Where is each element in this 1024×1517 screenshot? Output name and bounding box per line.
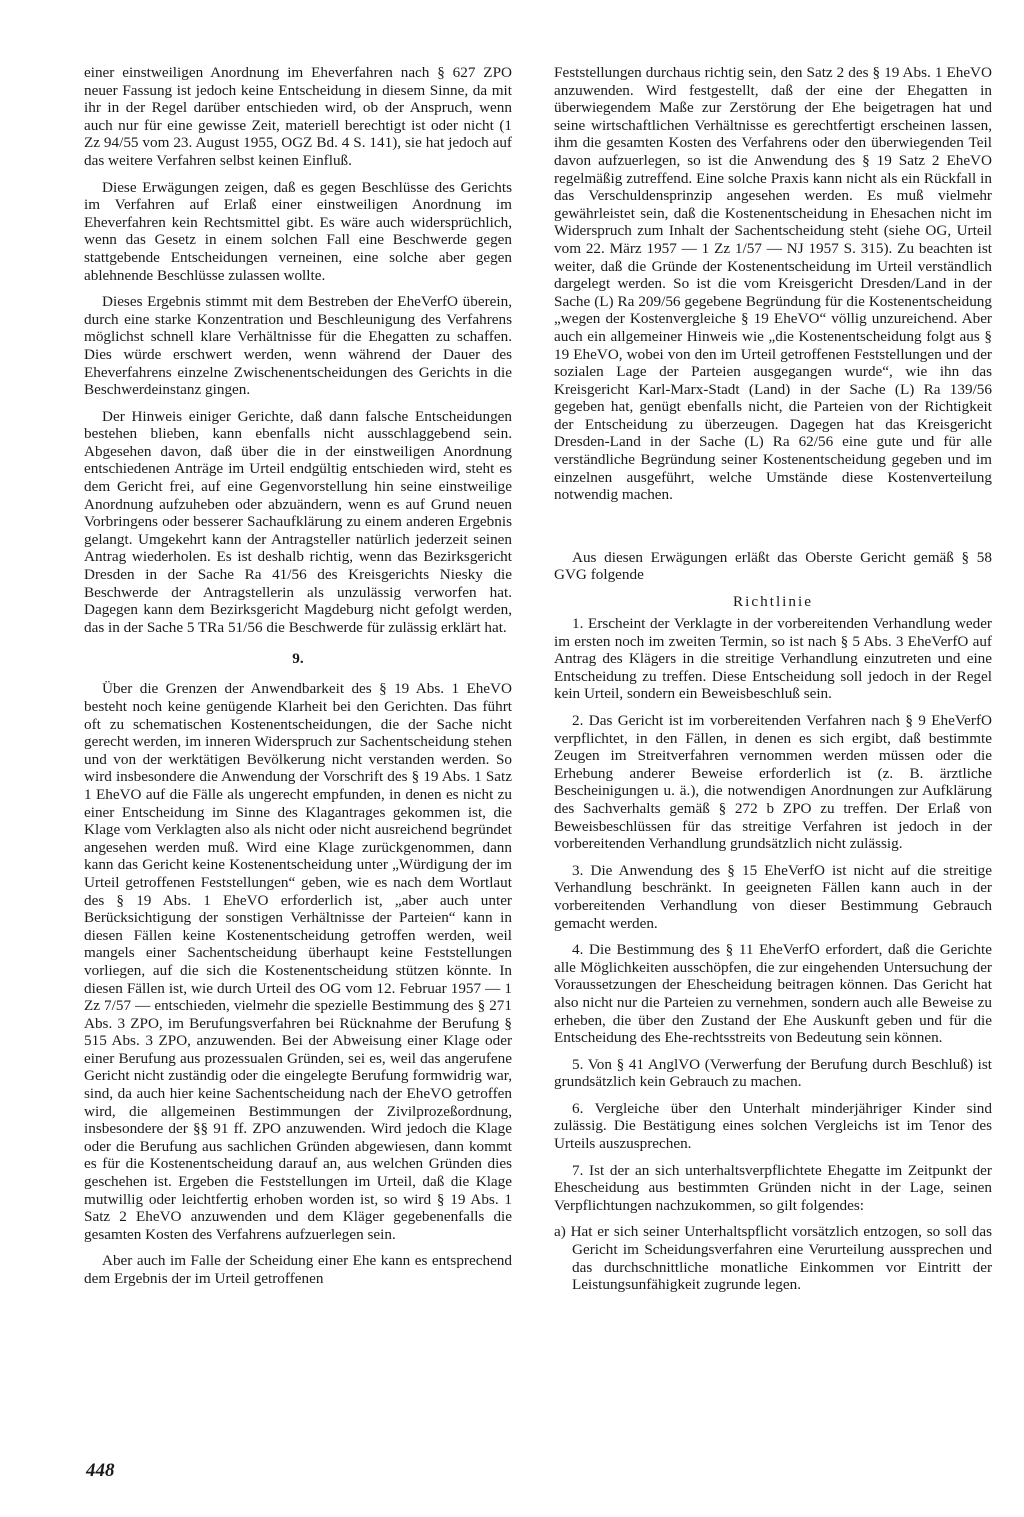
page-number: 448	[86, 1460, 115, 1481]
paragraph: Diese Erwägungen zeigen, daß es gegen Beschlüsse des Gerichts im Verfahren auf Erlaß einer einstweiligen Anordnung im Eheverfahren kein Rechtsmittel gibt. Es wäre auch widersprüchlich, wenn das Gesetz in einem solchen Fall eine Beschwerde gegen stattgebende Entscheidungen verneinen, eine solche aber gegen ablehnende Beschlüsse zulassen wollte.	[84, 178, 512, 284]
directive-item: 1. Erscheint der Verklagte in der vorbereitenden Verhandlung weder im ersten noch im zweiten Termin, so ist nach § 5 Abs. 3 EheVerfO auf Antrag des Klägers in die streitige Verhandlung einzutreten und eine Entscheidung zu treffen. Diese Entscheidung soll jedoch in der Regel kein Urteil, sondern ein Beweisbeschluß sein.	[554, 615, 992, 703]
directive-item: 6. Vergleiche über den Unterhalt minderjähriger Kinder sind zulässig. Die Bestätigung eines solchen Vergleichs ist im Tenor des Urteils auszusprechen.	[554, 1099, 992, 1153]
directive-item: 5. Von § 41 AnglVO (Verwerfung der Berufung durch Beschluß) ist grundsätzlich kein Gebrauch zu machen.	[554, 1055, 992, 1091]
left-column	[84, 64, 512, 1288]
directive-intro: Aus diesen Erwägungen erläßt das Oberste Gericht gemäß § 58 GVG folgende	[554, 548, 992, 584]
section-number: 9.	[292, 650, 304, 668]
directive-sub-item: a) Hat er sich seiner Unterhaltspflicht vorsätzlich entzogen, so soll das Gericht im Scheidungsverfahren eine Verurteilung aussprechen und das durchschnittliche monatliche Einkommen vor Eintritt der Leistungsunfähigkeit zugrunde legen.	[554, 1223, 992, 1294]
paragraph: Dieses Ergebnis stimmt mit dem Bestreben der EheVerfO überein, durch eine starke Konzentration und Beschleunigung des Verfahrens möglichst schnell klare Verhältnisse für die Ehegatten zu schaffen. Dies würde erschwert werden, wenn während der Dauer des Eheverfahrens einzelne Zwischenentscheidungen des Gerichts in die Beschwerdeinstanz gingen.	[84, 293, 512, 399]
paragraph: Über die Grenzen der Anwendbarkeit des § 19 Abs. 1 EheVO besteht noch keine genügende Klarheit bei den Gerichten. Das führt oft zu schematischen Kostenentscheidungen, die der Sache nicht gerecht werden, im inneren Widerspruch zur Sachentscheidung stehen und von der werktätigen Bevölkerung nicht verstanden werden. So wird insbesondere die Anwendung der Vorschrift des § 19 Abs. 1 Satz 1 EheVO auf die Fälle als ungerecht empfunden, in denen es nicht zu einer Entscheidung im Sinne des Klagantrages gekommen ist, die Klage vom Verklagten also als nicht oder nicht ausreichend begründet angesehen werden muß. Wird eine Klage zurückgenommen, dann kann das Gericht keine Kostenentscheidung unter „Würdigung der im Urteil getroffenen Feststellungen“ geben, wie es nach dem Wortlaut des § 19 Abs. 1 EheVO erforderlich ist, „aber auch unter Berücksichtigung der sonstigen Verhältnisse der Parteien“ kann in diesen Fällen keine Kostenentscheidung getroffen werden, weil mangels einer Sachentscheidung überhaupt keine Feststellungen vorliegen, auf die sich die Kostenentscheidung stützen könnte. In diesen Fällen ist, wie durch Urteil des OG vom 12. Februar 1957 — 1 Zz 7/57 — entschieden, vielmehr die spezielle Bestimmung des § 271 Abs. 3 ZPO, im Berufungsverfahren bei Rücknahme der Berufung § 515 Abs. 3 ZPO, anzuwenden. Bei der Abweisung einer Klage oder einer Berufung aus prozessualen Gründen, sei es, weil das angerufene Gericht nicht zuständig oder die eingelegte Berufung formwidrig war, sind, da auch hier keine Sachentscheidung nach der EheVO getroffen wird, die allgemeinen Bestimmungen der Zivilprozeßordnung, insbesondere der §§ 91 ff. ZPO anzuwenden. Wird jedoch die Klage oder die Berufung aus sachlichen Gründen abgewiesen, dann kommt es für die Kostenentscheidung darauf an, aus welchen Gründen dies geschehen ist. Ergeben die Feststellungen im Urteil, daß die Klage mutwillig oder leichtfertig erhoben worden ist, so wird § 19 Abs. 1 Satz 2 EheVO anzuwenden und dem Kläger gegebenenfalls die gesamten Kosten des Verfahrens aufzuerlegen sein.	[84, 680, 512, 1243]
paragraph: Der Hinweis einiger Gerichte, daß dann falsche Entscheidungen bestehen blieben, kann ebenfalls nicht ausschlaggebend sein. Abgesehen davon, daß über die in der einstweiligen Anordnung entschiedenen Anträge im Urteil endgültig entschieden wird, steht es dem Gericht frei, auf eine Gegenvorstellung hin seine einstweilige Anordnung aufzuheben oder abzuändern, wenn es auf Grund neuen Vorbringens oder besserer Sachaufklärung zu einem anderen Ergebnis gelangt. Umgekehrt kann der Antragsteller natürlich jederzeit seinen Antrag wiederholen. Es ist deshalb richtig, wenn das Bezirksgericht Dresden in der Sache Ra 41/56 des Kreisgerichts Niesky die Beschwerde der Antragstellerin als unzulässig verworfen hat. Dagegen kann dem Bezirksgericht Magdeburg nicht gefolgt werden, das in der Sache 5 TRa 51/56 die Beschwerde für zulässig erklärt hat.	[84, 407, 512, 636]
right-column	[554, 64, 992, 1303]
directive-item: 3. Die Anwendung des § 15 EheVerfO ist nicht auf die streitige Verhandlung beschränkt. In geeigneten Fällen kann auch in der vorbereitenden Verhandlung von dieser Bestimmung Gebrauch gemacht werden.	[554, 861, 992, 932]
paragraph-continuation: einer einstweiligen Anordnung im Eheverfahren nach § 627 ZPO neuer Fassung ist jedoch keine Entscheidung in diesem Sinne, da mit ihr in der Regel darüber entschieden wird, ob der Anspruch, wenn auch nur für eine gewisse Zeit, materiell berechtigt ist oder nicht (1 Zz 94/55 vom 23. August 1955, OGZ Bd. 4 S. 141), sie hat jedoch auf das weitere Verfahren selbst keinen Einfluß.	[84, 64, 512, 169]
paragraph-continuation: Feststellungen durchaus richtig sein, den Satz 2 des § 19 Abs. 1 EheVO anzuwenden. Wird festgestellt, daß der eine der Ehegatten in überwiegendem Maße zur Zerstörung der Ehe beigetragen hat und seine wirtschaftlichen Verhältnisse es gerechtfertigt erscheinen lassen, ihm die gesamten Kosten des Verfahrens oder den überwiegenden Teil davon aufzuerlegen, so ist die Anwendung des § 19 Satz 2 EheVO regelmäßig zutreffend. Eine solche Praxis kann nicht als ein Rückfall in das Verschuldensprinzip angesehen werden. Es muß vielmehr gewährleistet sein, daß die Kostenentscheidung in Ehesachen nicht im Widerspruch zum Inhalt der Sachentscheidung steht (siehe OG, Urteil vom 22. März 1957 — 1 Zz 1/57 — NJ 1957 S. 315). Zu beachten ist weiter, daß die Gründe der Kostenentscheidung im Urteil verständlich dargelegt werden. So ist die vom Kreisgericht Dresden/Land in der Sache (L) Ra 209/56 gegebene Begründung für die Kostenentscheidung „wegen der Kostenvergleiche § 19 EheVO“ völlig unzureichend. Aber auch ein allgemeiner Hinweis wie „die Kostenentscheidung folgt aus § 19 EheVO, wobei von den im Urteil getroffenen Feststellungen und der sozialen Lage der Parteien ausgegangen wurde“, wie ihn das Kreisgericht Karl-Marx-Stadt (Land) in der Sache (L) Ra 139/56 gegeben hat, genügt ebenfalls nicht, die Parteien von der Richtigkeit der Entscheidung zu überzeugen. Dagegen hat das Kreisgericht Dresden-Land in der Sache (L) Ra 62/56 eine gute und für alle verständliche Begründung seiner Kostenentscheidung gegeben und im einzelnen ausgeführt, welche Umstände diese Kostenverteilung notwendig machen.	[554, 64, 992, 504]
paragraph: Aber auch im Falle der Scheidung einer Ehe kann es entsprechend dem Ergebnis der im Urteil getroffenen	[84, 1252, 512, 1287]
directive-item: 2. Das Gericht ist im vorbereitenden Verfahren nach § 9 EheVerfO verpflichtet, in den Fällen, in denen es sich ergibt, daß bestimmte Zeugen im Streitverfahren vernommen werden müssen oder die Erhebung anderer Beweise erforderlich ist (z. B. ärztliche Bescheinigungen u. ä.), die notwendigen Anordnungen zur Aufklärung des Sachverhalts gemäß § 272 b ZPO zu treffen. Der Erlaß von Beweisbeschlüssen für das streitige Verfahren ist jedoch in der vorbereitenden Verhandlung grundsätzlich nicht zulässig.	[554, 712, 992, 853]
directive-item: 4. Die Bestimmung des § 11 EheVerfO erfordert, daß die Gerichte alle Möglichkeiten ausschöpfen, die zur eingehenden Untersuchung der Voraussetzungen der Ehescheidung beitragen können. Das Gericht hat also nicht nur die Parteien zu vernehmen, sondern auch alle Beweise zu erheben, die über den Zustand der Ehe Auskunft geben und für die Entscheidung des Ehe-rechtsstreits von Bedeutung sein können.	[554, 941, 992, 1047]
directive-item: 7. Ist der an sich unterhaltsverpflichtete Ehegatte im Zeitpunkt der Ehescheidung aus bestimmten Gründen nicht in der Lage, seinen Verpflichtungen nachzukommen, so gilt folgendes:	[554, 1161, 992, 1214]
spacer	[554, 513, 992, 549]
directive-heading: Richtlinie	[733, 593, 813, 611]
